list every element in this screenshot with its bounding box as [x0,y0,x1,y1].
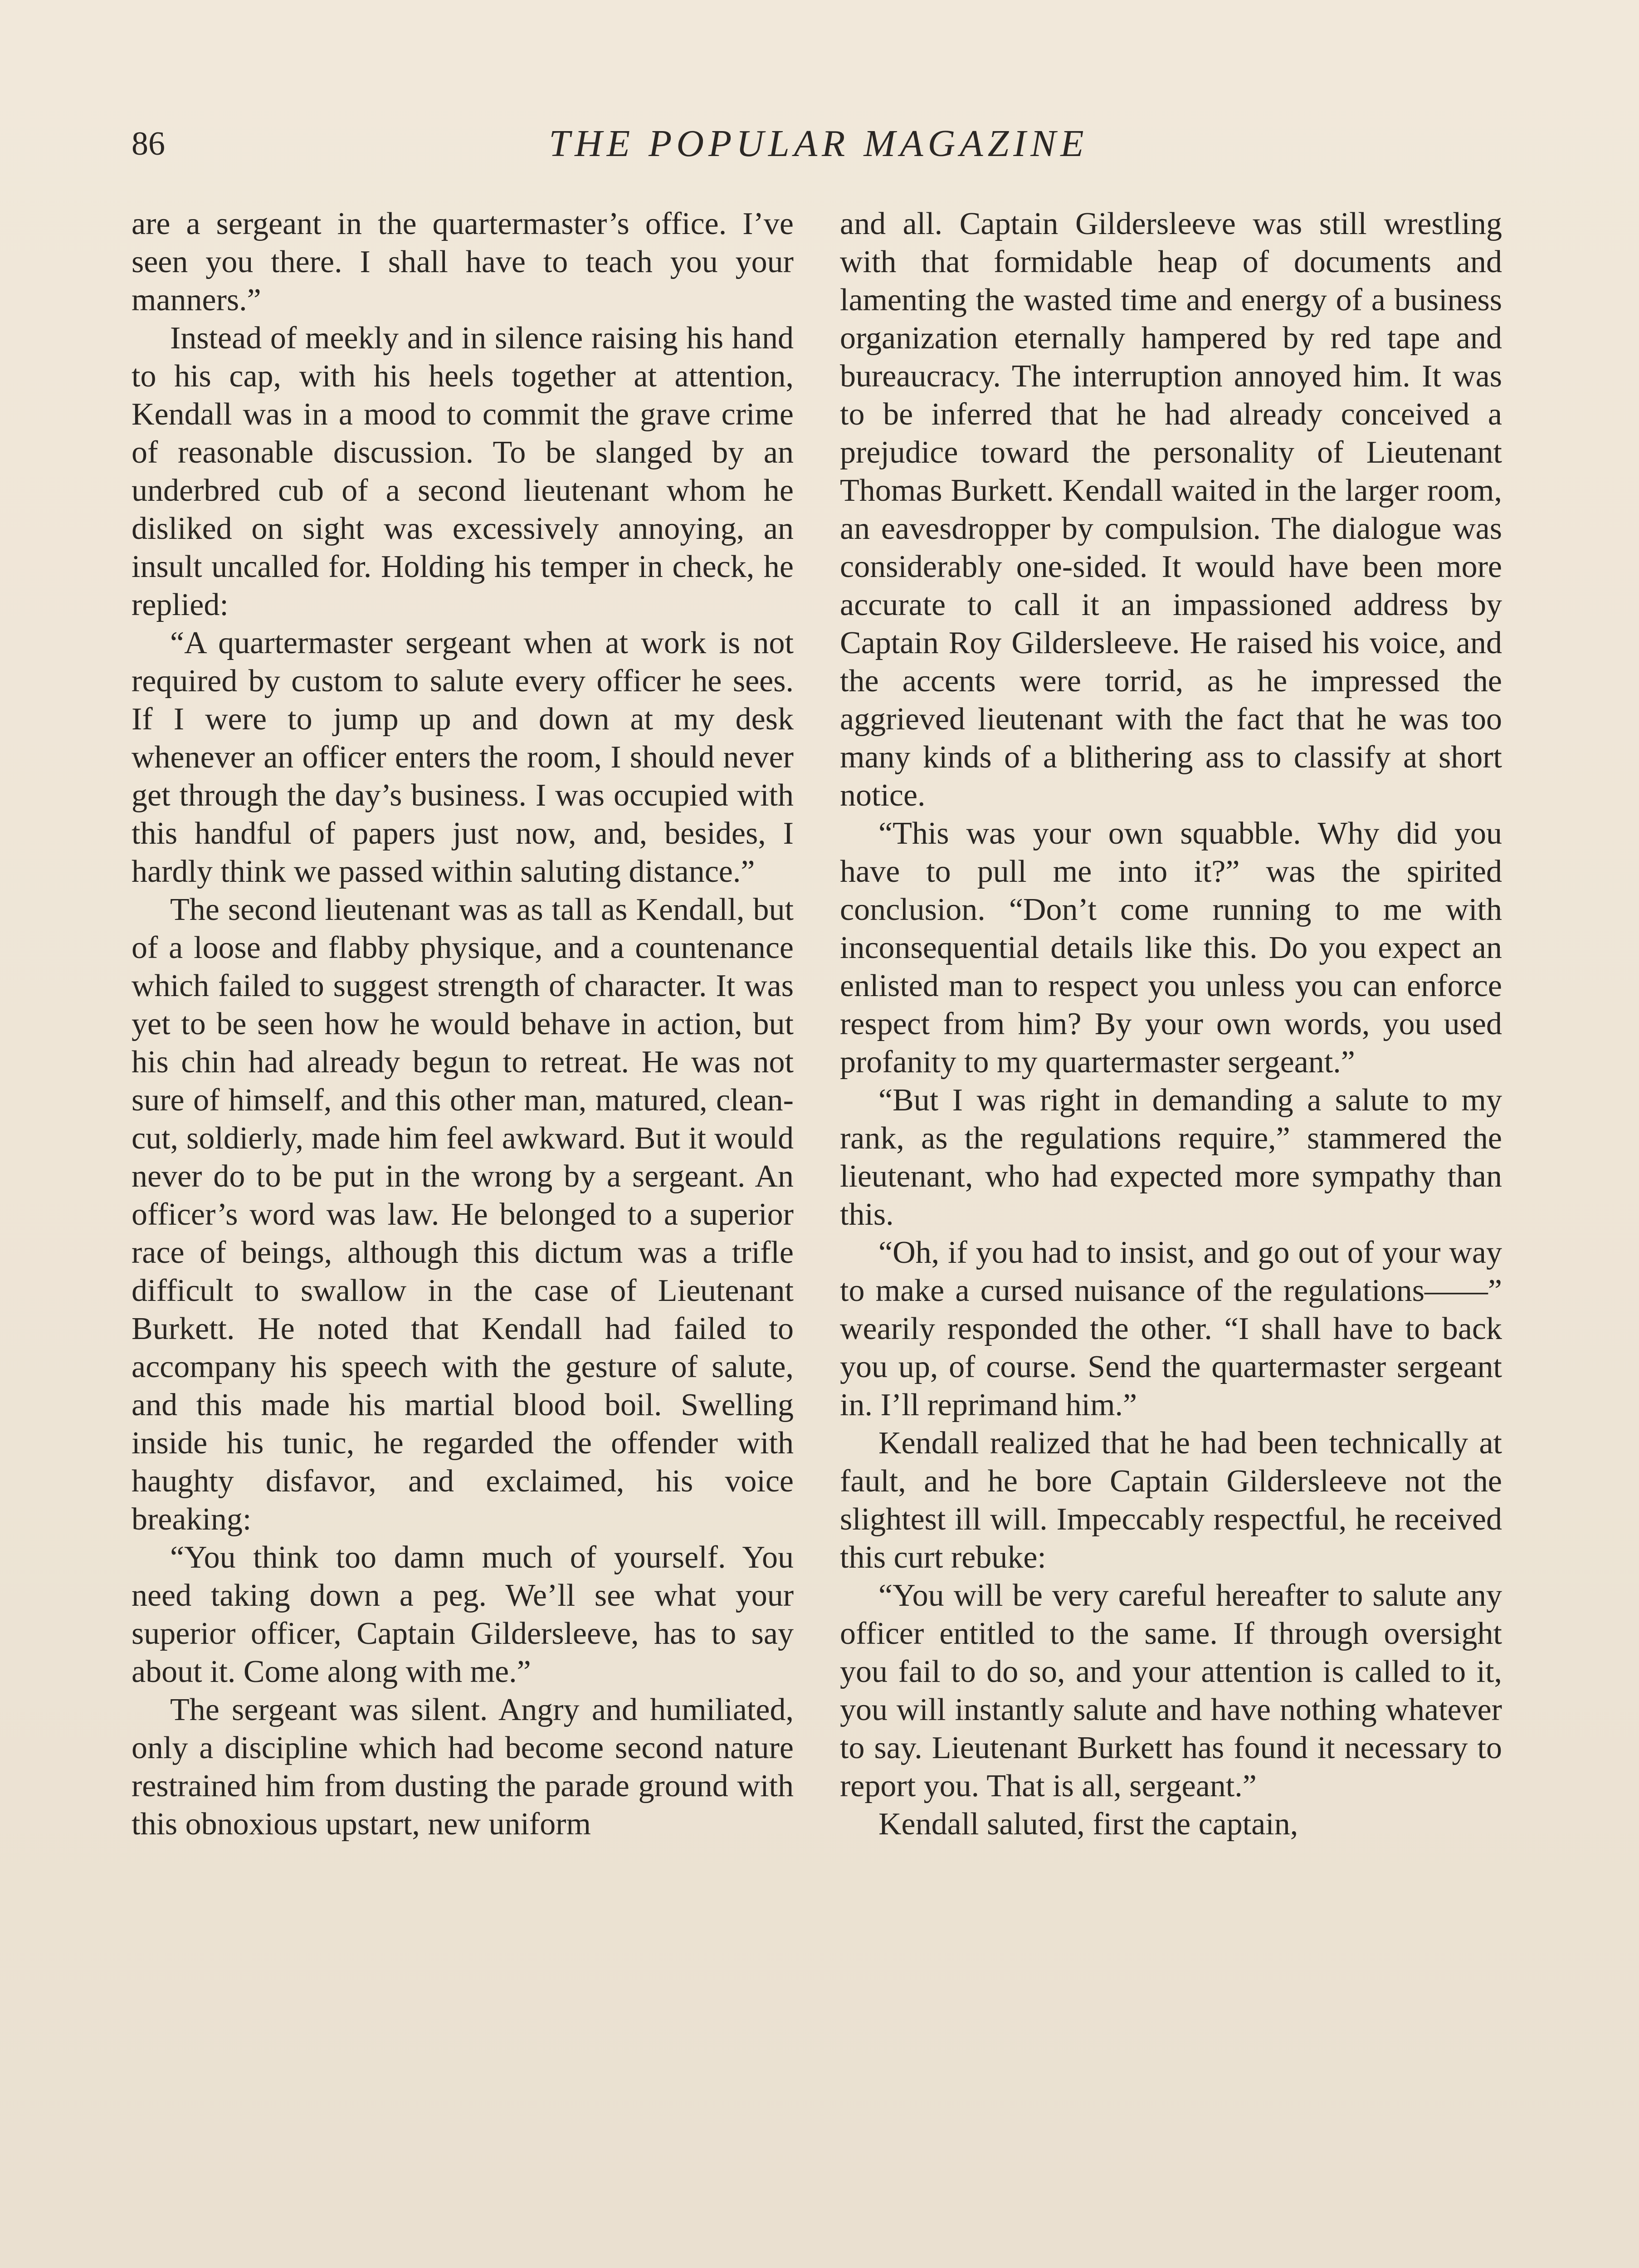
paragraph: “Oh, if you had to insist, and go out of your way to make a cursed nuisance of the regulations——” wearily responded the other. “I shall have to back you up, of course. Send the quartermaster sergeant in. I’ll reprimand him.” [840,1235,1502,1422]
paragraph: Kendall realized that he had been technically at fault, and he bore Captain Gildersleeve not the slightest ill will. Impeccably respectful, he received this curt rebuke: [840,1426,1502,1575]
left-text-column [132,205,794,2268]
running-title: THE POPULAR MAGAZINE [549,122,1088,165]
paragraph: Kendall saluted, first the captain, [878,1807,1298,1842]
page-header [132,119,1506,169]
right-text-column [840,205,1502,2268]
paragraph: Instead of meekly and in silence raising his hand to his cap, with his heels together at attention, Kendall was in a mood to commit the grave crime of reasonable discussion. To be slanged by an underbred cub of a second lieutenant whom he disliked on sight was excessively annoying, an insult uncalled for. Holding his temper in check, he replied: [132,321,794,622]
page-number: 86 [132,125,165,162]
paragraph: The second lieutenant was as tall as Kendall, but of a loose and flabby physique, and a countenance which failed to suggest strength of character. It was yet to be seen how he would behave in action, but his chin had already begun to retreat. He was not sure of himself, and this other man, matured, clean-cut, soldierly, made him feel awkward. But it would never do to be put in the wrong by a sergeant. An officer’s word was law. He belonged to a superior race of beings, although this dictum was a trifle difficult to swallow in the case of Lieutenant Burkett. He noted that Kendall had failed to accompany his speech with the gesture of salute, and this made his martial blood boil. Swelling inside his tunic, he regarded the offender with haughty disfavor, and exclaimed, his voice breaking: [132,892,794,1537]
paragraph: “You think too damn much of yourself. You need taking down a peg. We’ll see what your superior officer, Captain Gildersleeve, has to say about it. Come along with me.” [132,1540,794,1689]
paragraph: “This was your own squabble. Why did you have to pull me into it?” was the spirited conclusion. “Don’t come running to me with inconsequential details like this. Do you expect an enlisted man to respect you unless you can enforce respect from him? By your own words, you used profanity to my quartermaster sergeant.” [840,816,1502,1080]
paragraph: are a sergeant in the quartermaster’s office. I’ve seen you there. I shall have to teach you your manners.” [132,206,794,318]
paragraph: “A quartermaster sergeant when at work is not required by custom to salute every officer he sees. If I were to jump up and down at my desk whenever an officer enters the room, I should never get through the day’s business. I was occupied with this handful of papers just now, and, besides, I hardly think we passed within saluting distance.” [132,626,794,889]
paragraph: “But I was right in demanding a salute to my rank, as the regulations require,” stammered the lieutenant, who had expected more sympathy than this. [840,1083,1502,1232]
paragraph: and all. Captain Gildersleeve was still wrestling with that formidable heap of documents and lamenting the wasted time and energy of a business organization eternally hampered by red tape and bureaucracy. The interruption annoyed him. It was to be inferred that he had already conceived a prejudice toward the personality of Lieutenant Thomas Burkett. Kendall waited in the larger room, an eavesdropper by compulsion. The dialogue was considerably one-sided. It would have been more accurate to call it an impassioned address by Captain Roy Gildersleeve. He raised his voice, and the accents were torrid, as he impressed the aggrieved lieutenant with the fact that he was too many kinds of a blithering ass to classify at short notice. [840,206,1502,813]
paragraph: “You will be very careful hereafter to salute any officer entitled to the same. If through oversight you fail to do so, and your attention is called to it, you will instantly salute and have nothing whatever to say. Lieutenant Burkett has found it necessary to report you. That is all, sergeant.” [840,1578,1502,1804]
paragraph: The sergeant was silent. Angry and humiliated, only a discipline which had become second nature restrained him from dusting the parade ground with this obnoxious upstart, new uniform [132,1692,794,1842]
